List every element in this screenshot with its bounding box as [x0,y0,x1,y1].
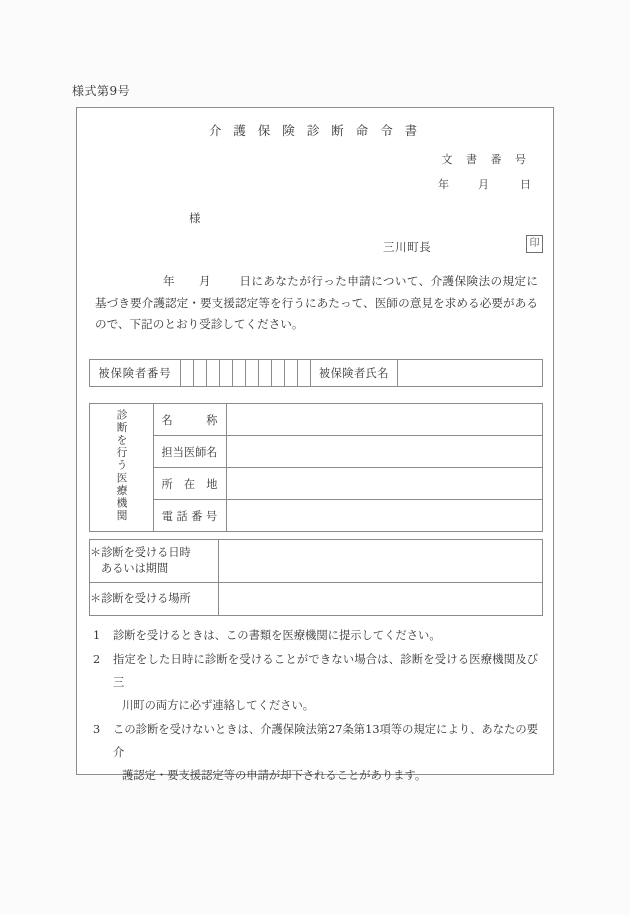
insured-person-table [89,359,543,387]
body-line3: 記のとおり受診してください。 [141,317,304,331]
issue-date-month: 月 [478,178,489,191]
note-text-3 [113,718,538,787]
table-row [90,404,543,436]
note-text-3-line2: 護認定・要支援認定等の申請が却下されることがあります。 [122,769,427,782]
note-item-2 [93,648,538,717]
insured-number-cell-5[interactable] [233,360,246,387]
note-item-3 [93,718,538,787]
note-number-2: 2 [93,653,101,666]
table-row [90,540,543,583]
appointment-place-label [90,583,219,616]
note-item-1 [93,624,538,647]
body-month: 月 [199,274,211,288]
insured-number-cell-10[interactable] [298,360,311,387]
insured-number-cell-2[interactable] [194,360,207,387]
institution-doctor-label: 担当医師名 [153,436,226,468]
table-row [90,360,543,387]
appointment-datetime-label [90,540,219,583]
institution-vertical-label: 診断を行う医療機関 [90,404,154,532]
insured-name-label: 被保険者氏名 [311,360,398,387]
institution-name-label: 名 称 [153,404,226,436]
appointment-place-label-line1: ＊診断を受ける場所 [90,592,191,605]
appointment-datetime-label-line1: ＊診断を受ける日時 [90,546,191,559]
insured-number-cell-8[interactable] [272,360,285,387]
institution-phone-label: 電 話 番 号 [153,500,226,532]
insured-number-cell-3[interactable] [207,360,220,387]
note-number-1: 1 [93,629,101,642]
addressee-honorific: 様 [189,211,201,225]
insured-number-cell-6[interactable] [246,360,259,387]
note-number-3: 3 [93,723,101,736]
institution-name-value[interactable] [226,404,543,436]
table-row [90,436,543,468]
note-text-3-line1: この診断を受けないときは、介護保険法第27条第13項等の規定により、あなたの要介 [113,723,538,759]
appointment-datetime-label-line2: あるいは期間 [101,562,169,575]
institution-address-value[interactable] [226,468,543,500]
institution-table [89,403,543,532]
appointment-place-value[interactable] [219,583,543,616]
insured-number-cell-7[interactable] [259,360,272,387]
form-title: 介 護 保 険 診 断 命 令 書 [208,123,422,138]
note-text-1: 診断を受けるときは、この書類を医療機関に提示してください。 [113,629,441,642]
note-text-2-line2: 川町の両方に必ず連絡してください。 [122,699,315,712]
table-row [90,468,543,500]
institution-address-label: 所 在 地 [153,468,226,500]
note-text-2-line1: 指定をした日時に診断を受けることができない場合は、診断を受ける医療機関及び三 [113,653,538,689]
issue-date-field [438,176,531,192]
appointment-table [89,539,543,616]
insured-name-value[interactable] [398,360,543,387]
body-year: 年 [163,274,175,288]
seal-icon: 印 [526,235,543,253]
body-line2: 要介護認定・要支援認定等を行うにあたって、医師の意見を求める必要があるので、下 [95,295,538,331]
appointment-datetime-value[interactable] [219,540,543,583]
issuer-name: 三川町長 [383,240,432,254]
insured-number-cell-1[interactable] [181,360,194,387]
institution-phone-value[interactable] [226,500,543,532]
institution-doctor-value[interactable] [226,436,543,468]
notes-list [93,624,538,788]
form-number: 様式第9号 [72,84,131,98]
document-number-label: 文 書 番 号 [441,153,531,166]
body-line1: 日にあなたが行った申請について、介護保険法の規定に基づき [95,274,538,310]
insured-number-cell-4[interactable] [220,360,233,387]
body-paragraph [95,271,538,336]
table-row [90,583,543,616]
form-frame [76,107,554,782]
issue-date-day: 日 [520,178,531,191]
table-row [90,500,543,532]
insured-number-cell-9[interactable] [285,360,298,387]
issue-date-year: 年 [438,178,449,191]
insured-number-label: 被保険者番号 [90,360,181,387]
note-text-2 [113,648,538,717]
